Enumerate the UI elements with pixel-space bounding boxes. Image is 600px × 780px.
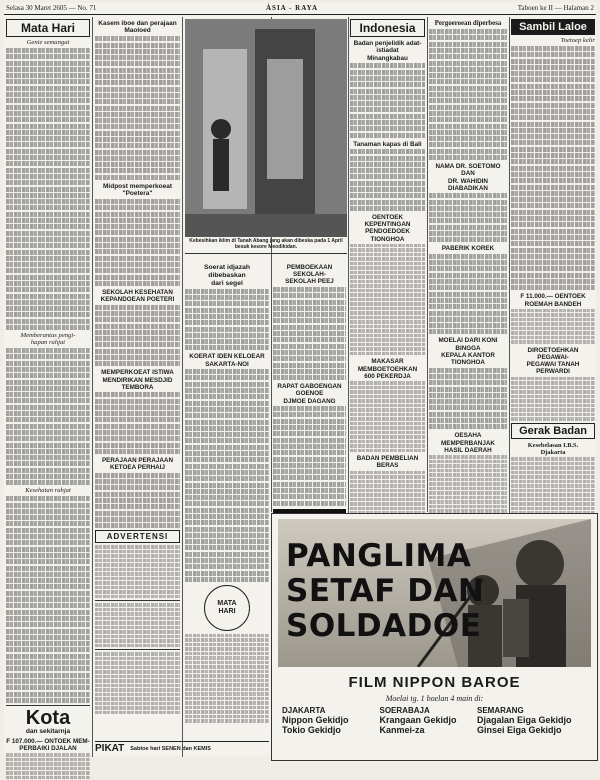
article-body-kepandoean-poeteri xyxy=(95,305,180,367)
section-title-indonesia: Indonesia xyxy=(350,19,425,37)
article-heading-minangkabau: Badan penjelidik adat-istiadat Minangkabau xyxy=(353,40,422,62)
city-name: SOERABAJA xyxy=(379,706,430,715)
article-heading-pengihapan-rahjat: Memberantas pengi- hapan rahjat xyxy=(20,332,76,347)
article-body-makasar xyxy=(350,381,425,452)
article-heading-soetomo-wahidin: NAMA DR. SOETOMO DAN DR. WAHIDIN DIABADIKAN xyxy=(435,163,501,192)
article-body-soerat-idjazah xyxy=(185,289,269,351)
mata-hari-ad-logo: MATA HARI xyxy=(204,585,250,631)
article-body-midpost xyxy=(95,199,180,286)
article-body-soetomo-wahidin xyxy=(429,193,507,242)
city-block xyxy=(477,706,587,735)
article-heading-ketoea-perhaij: PERAJAAN PERAJAAN KETOEA PERHAIJ xyxy=(101,456,174,472)
pikat-banner xyxy=(95,741,269,755)
city-block xyxy=(380,706,475,735)
column-4 xyxy=(273,261,346,534)
section-title-sambil-laloe: Sambil Laloe xyxy=(511,19,595,35)
article-body-hasil-daerah xyxy=(429,455,507,517)
mata-hari-ad-body xyxy=(185,634,269,723)
article-body-sekolah-peej xyxy=(273,287,346,380)
article-body-koerat-iden xyxy=(185,369,269,582)
article-heading-soerat-idjazah: Soerat idjazah dibebaskan dari segel xyxy=(203,264,251,287)
article-body-kasem-iboe xyxy=(95,36,180,180)
article-body-kesehatan-rahjat xyxy=(6,496,90,703)
photo-tanah-abang xyxy=(185,19,347,237)
column-3-left xyxy=(185,261,269,724)
article-heading-pendoedoek-tionghoa: OENTOEK KEPENTINGAN PENDOEDOEK TIONGHOA xyxy=(364,213,411,243)
column-3 xyxy=(185,239,347,256)
article-heading-kesebelasan: Kesebelasan I.B.S. Djakarta xyxy=(527,441,579,457)
masthead-date: Selasa 30 Maret 2605 — No. 71 xyxy=(6,4,97,12)
theatre-name: Tokio Gekidjo xyxy=(282,725,341,735)
article-heading-pembelian-beras: BADAN PEMBELIAN BERAS xyxy=(356,455,419,470)
column-2 xyxy=(95,17,180,715)
film-cities xyxy=(282,706,587,735)
article-heading-roemah-bandeh: F 11.000.— OENTOEK ROEMAH BANDEH xyxy=(520,293,586,308)
article-body-ketoea-perhaij xyxy=(95,473,180,528)
article-body-pendoedoek-tionghoa xyxy=(350,244,425,356)
masthead-issue: Taboen ke II — Halaman 2 xyxy=(517,4,594,12)
article-body-pergoeroean xyxy=(429,29,507,160)
article-heading-kapas-bali: Tanaman kapas di Bali xyxy=(353,140,422,148)
article-body-genie-semangat xyxy=(6,48,90,330)
theatre-name: Nippon Gekidjo xyxy=(282,715,349,725)
column-rule xyxy=(427,17,428,512)
article-body-pegawai xyxy=(511,377,595,421)
column-indonesia xyxy=(350,17,425,543)
masthead xyxy=(4,3,596,15)
article-heading-kepandoean-poeteri: SEKOLAH KESEHATAN KEPANDOEAN POETERI xyxy=(100,288,175,304)
article-heading-paberik-korek: PABERIK KOREK xyxy=(441,245,495,253)
advertensi-title: ADVERTENSI xyxy=(95,530,180,543)
pikat-label: PIKAT xyxy=(95,743,125,754)
section-subtitle-kota: dan sekitarnja xyxy=(25,727,71,735)
film-nippon-baroe: FILM NIPPON BAROE xyxy=(348,674,521,691)
film-advertisement xyxy=(271,513,598,761)
article-heading-pegawai: DIROETOEHKAN PEGAWAI- PEGAWAI TANAH PERWARDI xyxy=(526,346,580,376)
article-heading-hasil-daerah: OESAHA MEMPERBANJAK HASIL DAERAH xyxy=(441,432,495,454)
article-body-paberik-korek xyxy=(429,254,507,335)
article-body-pengihapan-rahjat xyxy=(6,348,90,485)
article-heading-rapat-gaboengan: RAPAT GABOENGAN GOENOE DJMOE DAGANG xyxy=(277,383,342,405)
column-rule xyxy=(182,17,183,757)
film-info xyxy=(272,674,597,703)
theatre-name: Krangaan Gekidjo xyxy=(379,715,457,725)
article-body-roemah-bandeh xyxy=(511,309,595,344)
article-heading-kesehatan-rahjat: Kesehatan rahjat xyxy=(25,487,71,495)
advertensi-body xyxy=(95,545,180,714)
article-heading-pergoeroean: Pergoeroean diperbesa xyxy=(434,20,502,27)
section-title-kota: Kota xyxy=(25,706,71,729)
film-start-date: Moelai tg. 1 boelan 4 main di: xyxy=(385,694,484,703)
article-heading-mesdjid-tembora: MEMPERKOEAT ISTIWA MENDIRIKAN MESDJID TEMBORA xyxy=(101,369,174,391)
article-body-kantor-tionghoa xyxy=(429,368,507,430)
column-mata-hari xyxy=(6,17,90,780)
city-name: DJAKARTA xyxy=(282,706,326,715)
column-6 xyxy=(429,17,507,580)
city-block xyxy=(282,706,377,735)
photo-caption: Kebesihkan iklim di Tanah Abang jang akan dibeska pada 1 April besuk kesore Meodikidan. xyxy=(189,238,343,250)
article-body-rapat-gaboengan xyxy=(273,406,346,505)
article-body-mesdjid-tembora xyxy=(95,392,180,454)
film-poster xyxy=(278,519,591,667)
masthead-paper-name: ÀSIA - RAYA xyxy=(266,4,319,12)
theatre-name: Ginsei Eiga Gekidjo xyxy=(477,725,562,735)
article-heading-kasem-iboe: Kasem iboe dan perajaan Maoloed xyxy=(98,20,177,35)
article-heading-midpost: Midpost memperkoeat "Poetera" xyxy=(103,182,172,198)
film-title: PANGLIMA SETAF DAN SOLDADOE xyxy=(286,538,485,644)
article-body-toetoep-kelir xyxy=(511,46,595,290)
article-heading-sekolah-peej: PEMBOEKAAN SEKOLAH- SEKOLAH PEEJ xyxy=(285,264,334,286)
article-body-kapas-bali xyxy=(350,149,425,211)
article-heading-makasar: MAKASAR MEMBOETOEHKAN 600 PEKERDJA xyxy=(357,358,418,380)
theatre-name: Djagalan Eiga Gekidjo xyxy=(477,715,572,725)
article-heading-genie-semangat: Genie semangat xyxy=(26,39,70,46)
article-heading-toetoep-kelir: Toetoep kelir xyxy=(560,37,595,44)
section-title-mata-hari: Mata Hari xyxy=(6,19,90,37)
article-heading-kantor-tionghoa: MOELAI DARI KONI BINGGA KEPALA KANTOR TIONGHOA xyxy=(438,337,498,367)
article-body-minangkabau xyxy=(350,63,425,137)
newspaper-page xyxy=(4,3,596,756)
article-body-perbaiki-djalan xyxy=(6,753,90,779)
photo-scene xyxy=(185,19,347,237)
theatre-name: Kanmei-za xyxy=(379,725,425,735)
article-heading-perbaiki-djalan: F 107.000.— ONTOEK MEM- PERBAIKI DJALAN xyxy=(6,737,90,753)
pikat-text: Sabtoe hari SENEN dan KEMIS xyxy=(130,745,211,752)
article-heading-koerat-iden: KOERAT IDEN KELOEAR SAKARTA-NOI xyxy=(189,353,265,368)
section-title-gerak-badan: Gerak Badan xyxy=(511,423,595,439)
city-name: SEMARANG xyxy=(477,706,524,715)
column-rule xyxy=(92,17,93,757)
